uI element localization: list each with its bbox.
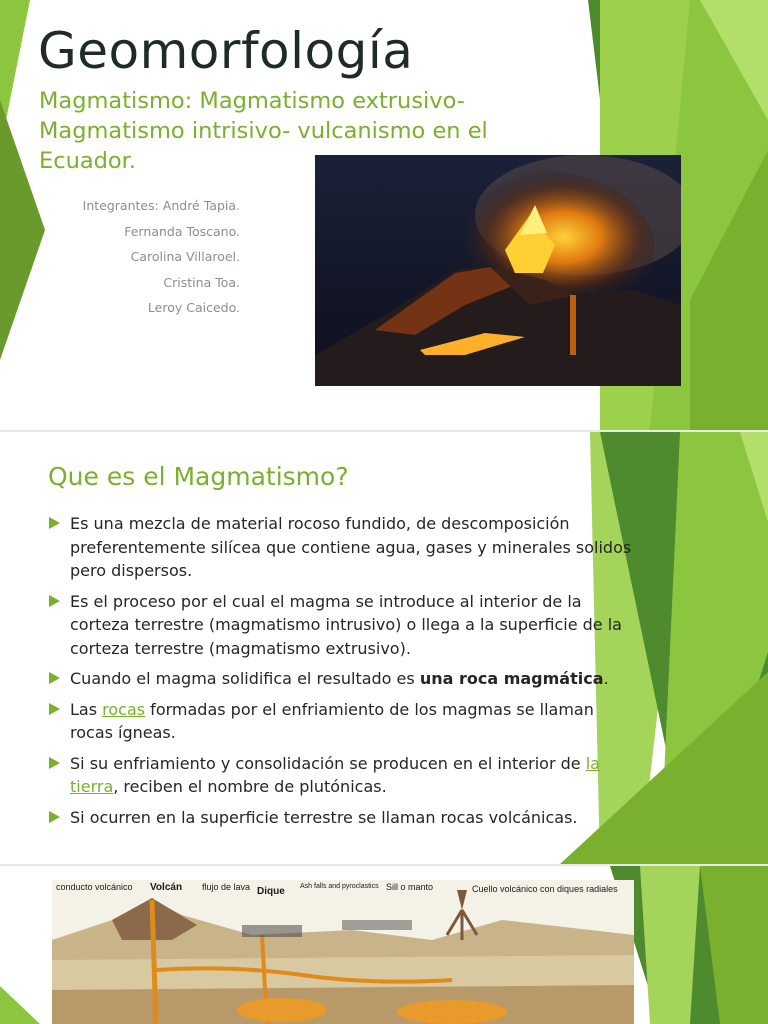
bullet-item bbox=[48, 698, 638, 745]
la-tierra-link[interactable]: la tierra bbox=[70, 753, 600, 796]
magmatism-cross-section-diagram bbox=[52, 880, 634, 1024]
volcano-eruption-photo bbox=[315, 155, 681, 386]
member-name: Fernanda Toscano. bbox=[124, 223, 240, 239]
diagram-label: Ash falls and pyroclastics bbox=[300, 883, 379, 890]
bullet-text: Es el proceso por el cual el magma se introduce al interior de la corteza terrestre (magmatismo intrusivo) o llega a la superficie de la corteza terrestre (magmatismo extrusivo). bbox=[70, 591, 622, 658]
diagram-label: flujo de lava bbox=[202, 882, 251, 892]
diagram-label: Cuello volcánico con diques radiales bbox=[472, 884, 618, 894]
title-slide bbox=[0, 0, 768, 430]
bullet-item bbox=[48, 806, 638, 830]
member-name: Integrantes: André Tapia. bbox=[82, 198, 240, 213]
diagram-label: Volcán bbox=[150, 882, 183, 893]
rocas-link[interactable]: rocas bbox=[102, 699, 146, 719]
bullet-text: Cuando el magma solidifica el resultado es bbox=[70, 669, 420, 688]
triangle-bullet-icon bbox=[49, 672, 60, 684]
member-name: Leroy Caicedo. bbox=[147, 300, 240, 315]
member-name: Cristina Toa. bbox=[163, 274, 240, 290]
bullet-item bbox=[48, 752, 638, 799]
bullet-text: . bbox=[603, 669, 609, 688]
bullet-text: formadas por el enfriamiento de los magmas se llaman rocas ígneas. bbox=[70, 699, 594, 742]
triangle-bullet-icon bbox=[49, 811, 60, 823]
presentation-subtitle: Magmatismo: Magmatismo extrusivo- Magmatismo intrisivo- vulcanismo en el Ecuador. bbox=[39, 88, 488, 174]
member-list bbox=[40, 198, 240, 326]
diagram-slide bbox=[0, 866, 768, 1024]
bullet-text: Es una mezcla de material rocoso fundido, de descomposición preferentemente silícea que contiene agua, gases y minerales solidos pero dispersos. bbox=[70, 514, 632, 580]
bullet-text: Si su enfriamiento y consolidación se producen en el interior de bbox=[70, 753, 586, 773]
bullet-list bbox=[48, 512, 638, 836]
bold-term: una roca magmática bbox=[419, 669, 604, 688]
triangle-bullet-icon bbox=[49, 703, 60, 715]
bullet-text: Las bbox=[70, 699, 103, 719]
diagram-label: Sill o manto bbox=[386, 882, 434, 892]
bullet-item bbox=[48, 667, 638, 691]
triangle-bullet-icon bbox=[49, 757, 60, 769]
triangle-bullet-icon bbox=[49, 595, 60, 607]
content-slide bbox=[0, 432, 768, 864]
slide-heading: Que es el Magmatismo? bbox=[48, 462, 349, 491]
bullet-text: Si ocurren en la superficie terrestre se llaman rocas volcánicas. bbox=[70, 807, 578, 827]
diagram-label: conducto volcánico bbox=[56, 882, 133, 892]
presentation-title: Geomorfología bbox=[38, 22, 414, 80]
bullet-item bbox=[48, 590, 638, 661]
bullet-item bbox=[48, 512, 638, 583]
bullet-text: , reciben el nombre de plutónicas. bbox=[113, 777, 387, 796]
member-name: Carolina Villaroel. bbox=[130, 249, 240, 264]
triangle-bullet-icon bbox=[49, 517, 60, 529]
diagram-label: Dique bbox=[257, 886, 285, 897]
